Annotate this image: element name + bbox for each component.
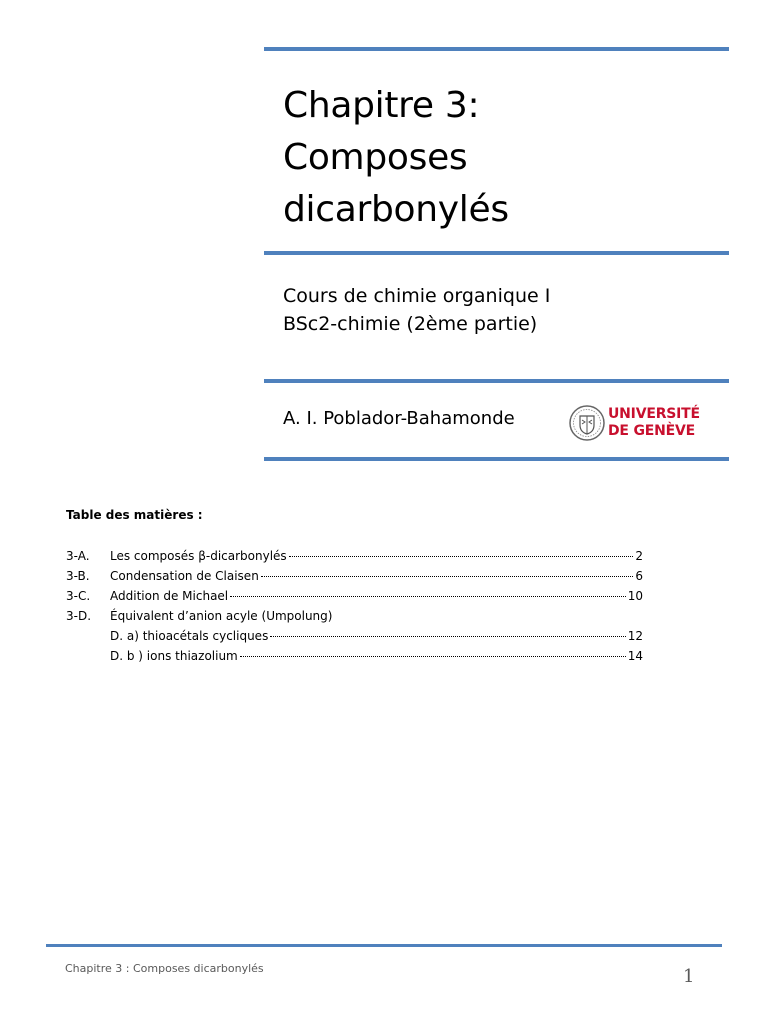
toc-dot-leader <box>230 596 626 597</box>
toc-entry-title: Condensation de Claisen <box>110 569 259 583</box>
footer-chapter-title: Chapitre 3 : Composes dicarbonylés <box>65 962 264 975</box>
toc-entry-page: 6 <box>635 569 643 583</box>
title-line-2: Composes <box>283 137 468 178</box>
toc-entry-3b[interactable] <box>66 566 643 586</box>
toc-entry-3d-a[interactable] <box>66 626 643 646</box>
toc-entry-title: Équivalent d’anion acyle (Umpolung) <box>110 609 333 623</box>
university-logo-text <box>608 406 700 440</box>
toc-entry-number: 3-A. <box>66 549 90 563</box>
toc-entry-3d-b[interactable] <box>66 646 643 666</box>
toc-dot-leader <box>270 636 625 637</box>
toc-dot-leader <box>261 576 634 577</box>
toc-entry-page: 12 <box>627 629 643 643</box>
subtitle-line-2: BSc2-chimie (2ème partie) <box>283 313 538 335</box>
author-name: A. I. Poblador-Bahamonde <box>283 408 515 429</box>
toc-entry-title: D. a) thioacétals cycliques <box>110 629 269 643</box>
table-of-contents <box>66 546 643 666</box>
footer-rule <box>46 944 722 947</box>
footer-page-number: 1 <box>683 966 695 987</box>
document-subtitle <box>283 282 723 338</box>
toc-entry-page: 14 <box>627 649 643 663</box>
subtitle-bottom-rule <box>264 379 729 383</box>
toc-entry-number: 3-C. <box>66 589 91 603</box>
toc-dot-leader <box>289 556 634 557</box>
toc-entry-3d[interactable] <box>66 606 643 626</box>
toc-entry-title: Addition de Michael <box>110 589 229 603</box>
toc-entry-title: Les composés β-dicarbonylés <box>110 549 287 563</box>
document-title <box>283 80 723 236</box>
university-logo <box>568 404 708 444</box>
toc-entry-title: D. b ) ions thiazolium <box>110 649 238 663</box>
subtitle-line-1: Cours de chimie organique I <box>283 285 551 307</box>
title-top-rule <box>264 47 729 51</box>
toc-entry-3c[interactable] <box>66 586 643 606</box>
toc-entry-page: 10 <box>627 589 643 603</box>
toc-entry-number: 3-B. <box>66 569 90 583</box>
title-line-3: dicarbonylés <box>283 189 509 230</box>
title-bottom-rule <box>264 251 729 255</box>
logo-text-line-1: UNIVERSITÉ <box>608 406 700 422</box>
logo-text-line-2: DE GENÈVE <box>608 423 695 439</box>
toc-entry-number: 3-D. <box>66 609 92 623</box>
toc-entry-3a[interactable] <box>66 546 643 566</box>
title-line-1: Chapitre 3: <box>283 85 480 126</box>
toc-entry-page: 2 <box>635 549 643 563</box>
university-seal-icon <box>568 404 606 442</box>
author-bottom-rule <box>264 457 729 461</box>
toc-heading: Table des matières : <box>66 508 203 522</box>
toc-dot-leader <box>240 656 626 657</box>
